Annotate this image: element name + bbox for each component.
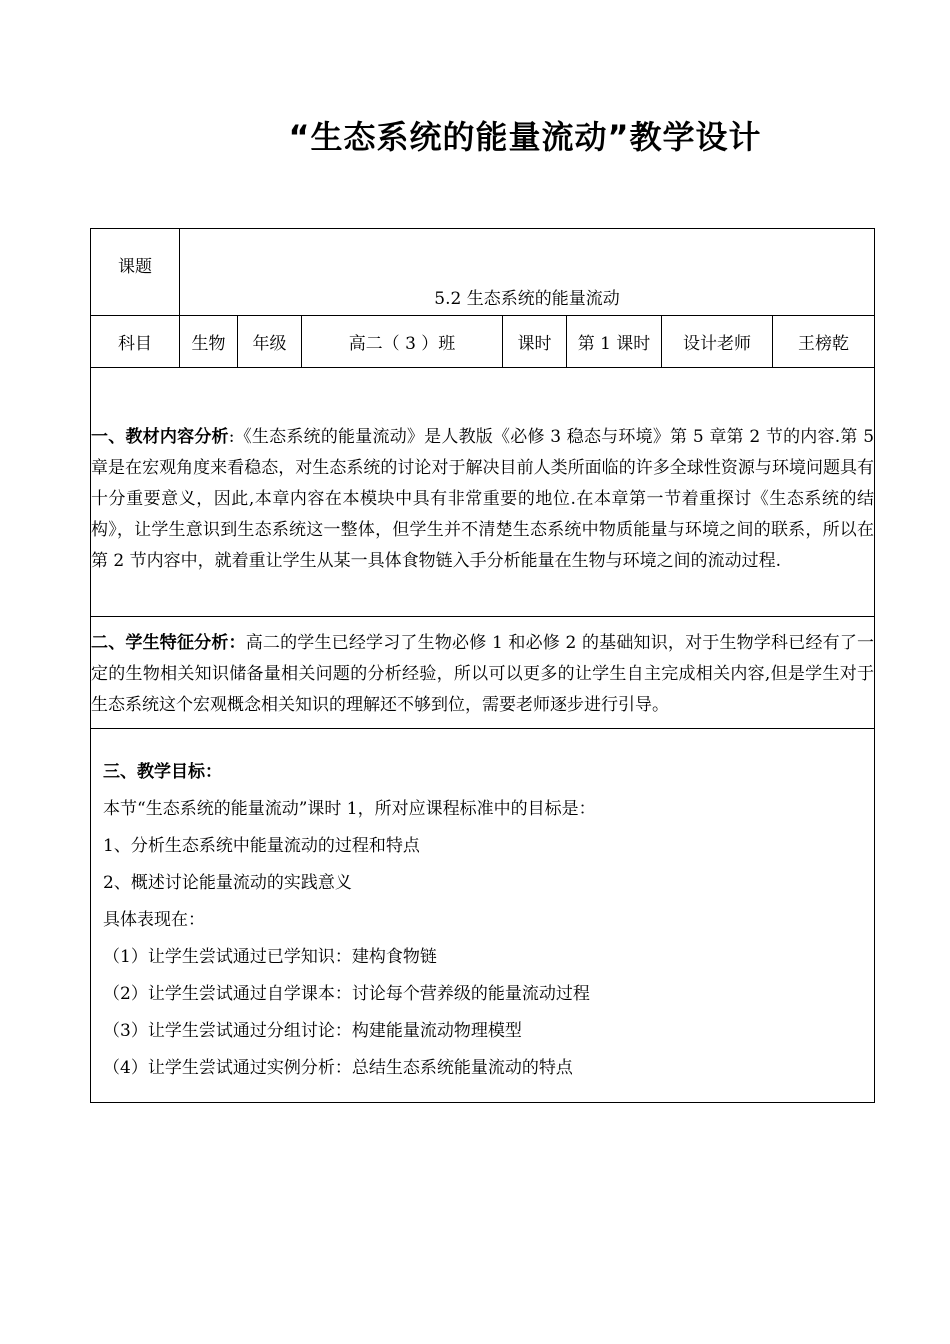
- topic-label: 课题: [118, 256, 152, 277]
- detail-label: 具体表现在：: [103, 910, 205, 930]
- grade-value: 高二（ 3 ）班: [302, 316, 503, 368]
- meta-row: [91, 316, 875, 368]
- topic-value-cell: [180, 229, 875, 316]
- teaching-goals-row: [91, 729, 875, 1103]
- student-analysis-cell: [91, 617, 875, 729]
- textbook-analysis-heading: 一、教材内容分析: [91, 427, 229, 447]
- period-label: 课时: [503, 316, 567, 368]
- subject-value: 生物: [180, 316, 238, 368]
- teacher-value: 王榜乾: [773, 316, 875, 368]
- grade-label: 年级: [238, 316, 302, 368]
- student-analysis-text: 高二的学生已经学习了生物必修 1 和必修 2 的基础知识，对于生物学科已经有了一定的生物相关知识储备量相关问题的分析经验，所以可以更多的让学生自主完成相关内容,但是学生对于生态系统这个宏观概念相关知识的理解还不够到位，需要老师逐步进行引导。: [91, 633, 875, 715]
- student-analysis-row: [91, 617, 875, 729]
- topic-row: [91, 229, 875, 316]
- textbook-analysis-row: [91, 368, 875, 617]
- lesson-plan-table: [90, 228, 875, 1103]
- detail-item: （2）让学生尝试通过自学课本：讨论每个营养级的能量流动过程: [103, 984, 590, 1004]
- teacher-label: 设计老师: [662, 316, 773, 368]
- student-analysis-heading: 二、学生特征分析：: [91, 633, 246, 653]
- teaching-goals-heading: 三、教学目标：: [103, 762, 222, 782]
- subject-label: 科目: [91, 316, 180, 368]
- period-value: 第 1 课时: [567, 316, 662, 368]
- goals-intro: 本节“生态系统的能量流动”课时 1，所对应课程标准中的目标是：: [103, 799, 596, 819]
- goal-item: 1、分析生态系统中能量流动的过程和特点: [103, 836, 420, 856]
- detail-item: （1）让学生尝试通过已学知识：建构食物链: [103, 947, 437, 967]
- textbook-analysis-cell: [91, 368, 875, 617]
- goal-item: 2、概述讨论能量流动的实践意义: [103, 873, 352, 893]
- detail-item: （4）让学生尝试通过实例分析：总结生态系统能量流动的特点: [103, 1058, 573, 1078]
- textbook-analysis-text: :《生态系统的能量流动》是人教版《必修 3 稳态与环境》第 5 章第 2 节的内容.第 5 章是在宏观角度来看稳态，对生态系统的讨论对于解决目前人类所面临的许多全球性资源与环境问题具有十分重要意义，因此,本章内容在本模块中具有非常重要的地位.在本章第一节着重探讨《生态系统的结构》，让学生意识到生态系统这一整体，但学生并不清楚生态系统中物质能量与环境之间的联系，所以在第 2 节内容中，就着重让学生从某一具体食物链入手分析能量在生物与环境之间的流动过程.: [91, 427, 875, 571]
- topic-label-cell: [91, 229, 180, 316]
- detail-item: （3）让学生尝试通过分组讨论：构建能量流动物理模型: [103, 1021, 522, 1041]
- topic-value: 5.2 生态系统的能量流动: [434, 289, 620, 309]
- document-title: “生态系统的能量流动”教学设计: [288, 118, 762, 156]
- teaching-goals-cell: [91, 729, 875, 1103]
